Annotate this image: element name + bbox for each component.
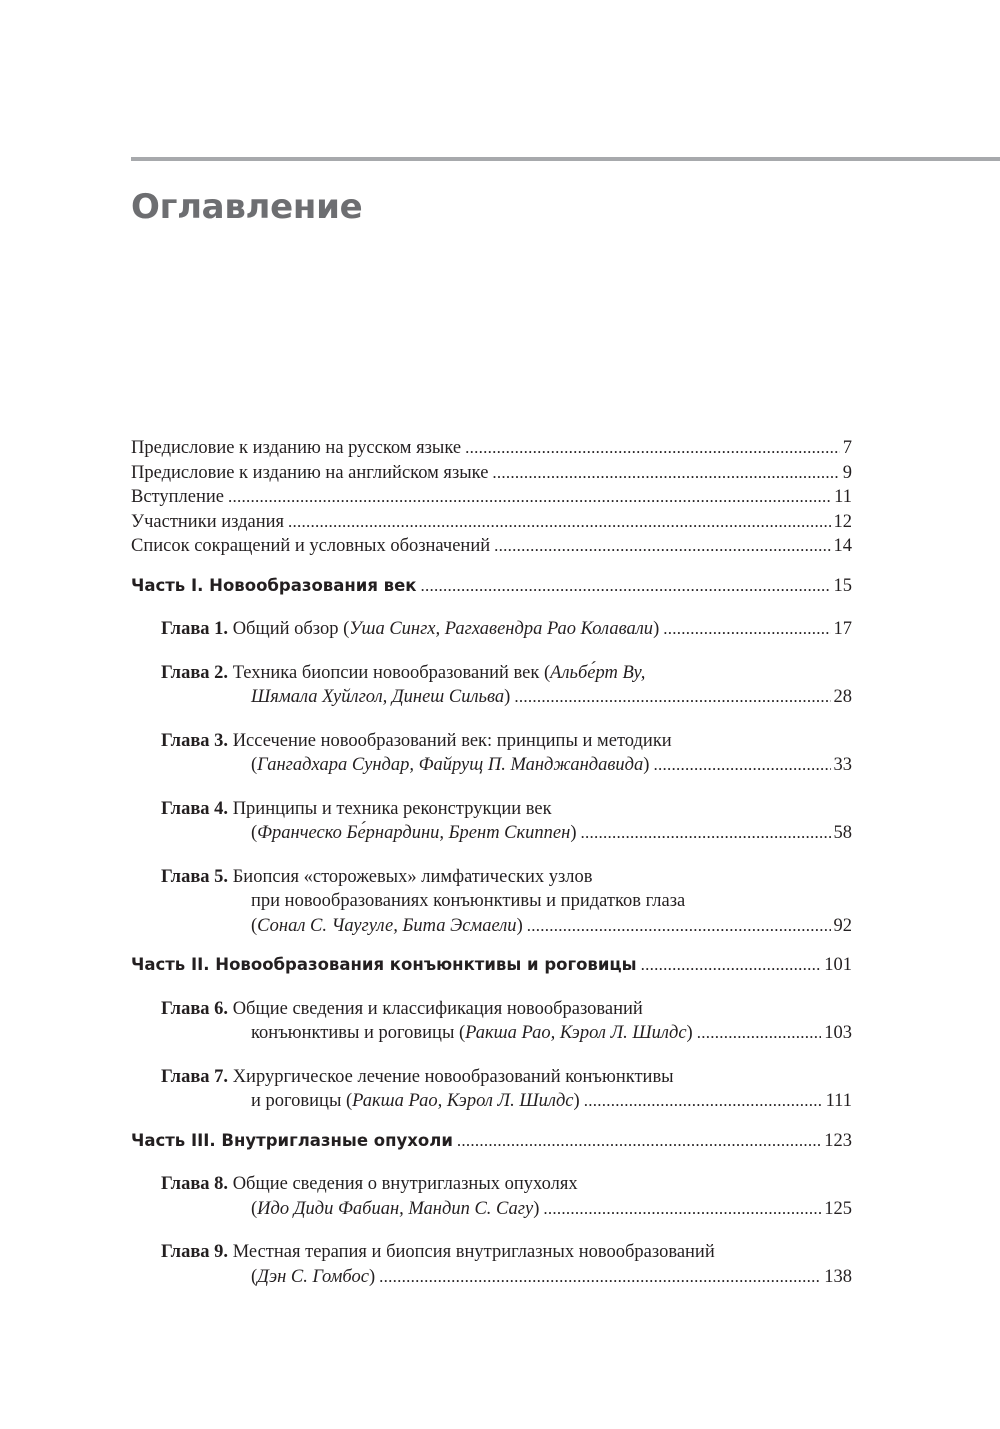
leader-dots <box>641 953 822 978</box>
toc-chapter: Глава 8. Общие сведения о внутриглазных опухолях (Идо Диди Фабиан, Мандип С. Сагу) . . . 125 <box>161 1172 852 1221</box>
chapter-authors: Альбе́рт Ву, <box>550 662 646 683</box>
toc-entry-title: Участники издания <box>131 511 285 532</box>
chapter-authors: Дэн С. Гомбос <box>257 1266 369 1287</box>
leader-dots <box>228 485 831 510</box>
chapter-authors: Уша Сингх, Рагхавендра Рао Колавали <box>349 619 654 639</box>
toc-chapter: Глава 2. Техника биопсии новообразований век (Альбе́рт Ву, Шямала Хуйлгол, Динеш Сильва) . . . 28 <box>161 661 852 710</box>
chapter-title: Местная терапия и биопсия внутриглазных новообразований <box>232 1242 715 1262</box>
leader-dots <box>584 1089 823 1114</box>
leader-dots <box>421 574 831 599</box>
chapter-authors: Франческо Бе́рнардини, Брент Скиппен <box>257 823 571 843</box>
toc-part-title: Часть III. Внутриглазные опухоли <box>131 1130 453 1150</box>
toc-chapter: Глава 3. Иссечение новообразований век: принципы и методики (Гангадхара Сундар, Файрущ П. Манджандавида) . . . 33 <box>161 729 852 778</box>
leader-dots <box>288 510 830 535</box>
leader-dots <box>527 914 831 939</box>
leader-dots <box>543 1197 821 1222</box>
chapter-authors: Идо Диди Фабиан, Мандип С. Сагу <box>257 1198 534 1219</box>
toc-entry-page: 14 <box>833 536 852 556</box>
chapter-page: 111 <box>825 1091 852 1111</box>
chapter-authors: Шямала Хуйлгол, Динеш Сильва <box>251 687 505 707</box>
toc-entry <box>131 510 852 535</box>
toc-chapter: Глава 5. Биопсия «сторожевых» лимфатических узлов при новообразованиях конъюнктивы и придатков глаза (Сонал С. Чаугуле, Бита Эсмаели) . . . 92 <box>161 865 852 939</box>
chapter-page: 33 <box>833 755 852 775</box>
chapter-page: 138 <box>824 1266 852 1287</box>
table-of-contents <box>131 436 852 1289</box>
chapter-label: Глава 6. <box>161 998 229 1019</box>
chapter-title: Общие сведения о внутриглазных опухолях <box>232 1174 578 1194</box>
chapter-page: 125 <box>824 1198 852 1219</box>
toc-entry-title: Предисловие к изданию на английском языке <box>131 462 489 483</box>
leader-dots <box>457 1129 821 1154</box>
toc-chapter: Глава 6. Общие сведения и классификация новообразований конъюнктивы и роговицы (Ракша Рао, Кэрол Л. Шилдс) . . . 103 <box>161 997 852 1046</box>
toc-entry <box>131 485 852 510</box>
leader-dots <box>492 461 839 486</box>
chapter-label: Глава 2. <box>161 662 229 683</box>
chapter-authors: Сонал С. Чаугуле, Бита Эсмаели <box>257 915 517 936</box>
chapter-label: Глава 4. <box>161 798 229 819</box>
toc-entry <box>131 461 852 486</box>
toc-entry <box>131 534 852 559</box>
chapter-authors: Ракша Рао, Кэрол Л. Шилдс <box>352 1091 574 1111</box>
toc-chapter: Глава 4. Принципы и техника реконструкции век (Франческо Бе́рнардини, Брент Скиппен) . . . 58 <box>161 797 852 846</box>
toc-part <box>131 953 852 978</box>
leader-dots <box>494 534 830 559</box>
chapter-page: 17 <box>833 619 852 639</box>
toc-entry-page: 7 <box>842 438 852 458</box>
chapter-label: Глава 9. <box>161 1242 229 1262</box>
chapter-title: Техника биопсии новообразований век ( <box>232 662 551 683</box>
chapter-title: Принципы и техника реконструкции век <box>232 798 552 819</box>
page-title: Оглавление <box>131 187 363 227</box>
toc-entry-title: Список сокращений и условных обозначений <box>131 536 491 556</box>
toc-entry-title: Предисловие к изданию на русском языке <box>131 438 462 458</box>
chapter-label: Глава 7. <box>161 1066 229 1087</box>
chapter-page: 103 <box>824 1023 852 1043</box>
toc-part-page: 15 <box>833 575 852 596</box>
chapter-label: Глава 5. <box>161 866 229 887</box>
header-rule <box>131 157 1000 161</box>
chapter-title: Общие сведения и классификация новообразований <box>232 998 643 1019</box>
toc-part <box>131 574 852 599</box>
leader-dots <box>581 821 831 846</box>
leader-dots <box>663 617 830 642</box>
chapter-label: Глава 8. <box>161 1174 229 1194</box>
leader-dots <box>697 1021 822 1046</box>
chapter-page: 92 <box>833 915 852 936</box>
chapter-title: Биопсия «сторожевых» лимфатических узлов <box>232 866 593 887</box>
leader-dots <box>653 753 830 778</box>
chapter-title: Иссечение новообразований век: принципы и методики <box>232 730 672 751</box>
toc-entry <box>131 436 852 461</box>
toc-chapter: Глава 1. Общий обзор (Уша Сингх, Рагхавендра Рао Колавали) . . . 17 <box>161 617 852 642</box>
toc-entry-page: 9 <box>842 462 852 483</box>
chapter-authors: Ракша Рао, Кэрол Л. Шилдс <box>465 1023 687 1043</box>
chapter-page: 28 <box>833 687 852 707</box>
toc-entry-page: 12 <box>833 511 852 532</box>
toc-part-page: 123 <box>824 1130 852 1151</box>
toc-part-page: 101 <box>824 955 852 975</box>
leader-dots <box>379 1265 821 1290</box>
toc-part-title: Часть II. Новообразования конъюнктивы и роговицы <box>131 955 637 974</box>
chapter-page: 58 <box>833 823 852 843</box>
toc-chapter: Глава 9. Местная терапия и биопсия внутриглазных новообразований (Дэн С. Гомбос) . . . 138 <box>161 1240 852 1289</box>
chapter-label: Глава 3. <box>161 730 229 751</box>
chapter-title: и роговицы ( <box>251 1091 353 1111</box>
toc-chapter: Глава 7. Хирургическое лечение новообразований конъюнктивы и роговицы (Ракша Рао, Кэрол Л. Шилдс) . . . 111 <box>161 1065 852 1114</box>
leader-dots <box>514 685 830 710</box>
chapter-title: конъюнктивы и роговицы ( <box>251 1023 466 1043</box>
chapter-title: Хирургическое лечение новообразований конъюнктивы <box>232 1066 674 1087</box>
chapter-authors: Гангадхара Сундар, Файрущ П. Манджандавида <box>257 755 644 775</box>
toc-part-title: Часть I. Новообразования век <box>131 575 417 595</box>
toc-entry-page: 11 <box>834 487 852 507</box>
chapter-title: при новообразованиях конъюнктивы и придатков глаза <box>251 891 686 911</box>
toc-part <box>131 1129 852 1154</box>
chapter-title: Общий обзор ( <box>232 619 350 639</box>
chapter-label: Глава 1. <box>161 619 229 639</box>
leader-dots <box>465 436 840 461</box>
toc-entry-title: Вступление <box>131 487 224 507</box>
